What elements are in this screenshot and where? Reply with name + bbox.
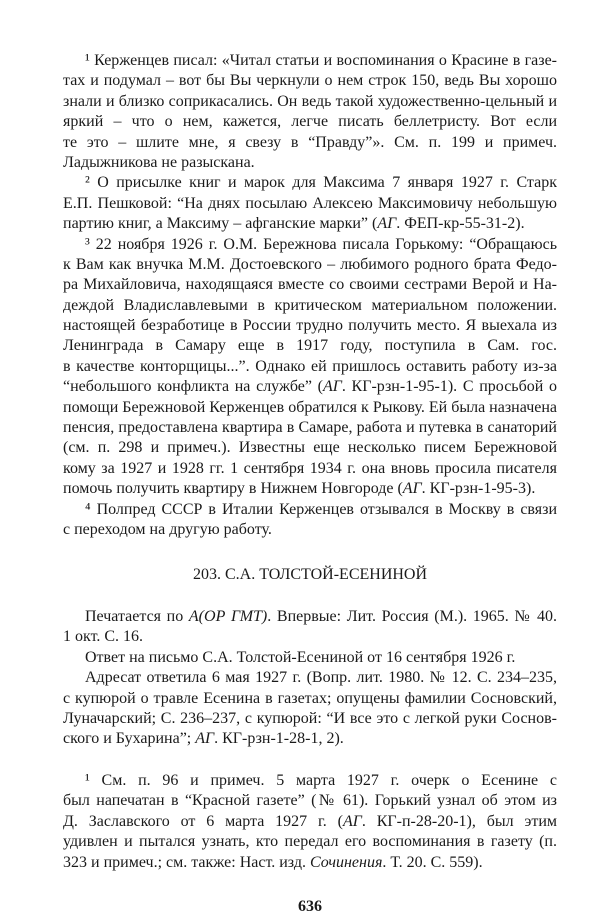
text-segment: знали и близко соприкасались. Он ведь такой художественно-цельный и <box>63 92 557 110</box>
text-segment: кому за 1927 и 1928 гг. 1 сентября 1934 г. она вновь просила писателя <box>63 459 557 477</box>
text-line <box>63 709 557 729</box>
text-segment: настоящей безработице в России трудно получить место. Я выехала из <box>63 317 557 335</box>
text-line <box>63 71 557 91</box>
text-segment: (см. п. 298 и примеч.). Известны еще несколько писем Бережновой <box>63 439 557 457</box>
notes-section <box>63 51 557 540</box>
text-line <box>63 689 557 709</box>
text-segment: Ответ на письмо С.А. Толстой-Есениной от 16 сентября 1926 г. <box>85 648 516 666</box>
text-line <box>63 214 557 234</box>
text-segment: Адресат ответила 6 мая 1927 г. (Вопр. лит. 1980. № 12. С. 234–235, <box>85 669 557 687</box>
text-line <box>63 275 557 295</box>
text-segment: партию книг, а Максиму – афганские марки” ( <box>63 215 378 233</box>
text-line <box>63 296 557 316</box>
text-line <box>63 791 557 811</box>
text-segment: . Впервые: Лит. Россия (М.). 1965. № 40. <box>267 608 557 625</box>
italic-text: АГ <box>377 215 397 233</box>
text-segment: был напечатан в “Красной газете” (№ 61). Горький узнал об этом из <box>63 792 557 810</box>
text-line <box>63 255 557 275</box>
text-segment: Е.П. Пешковой: “На днях посылаю Алексею Максимовичу небольшую <box>63 194 557 212</box>
text-line <box>63 153 557 173</box>
text-line <box>63 607 557 627</box>
text-line <box>63 235 557 255</box>
text-segment: Ленинграда в Самару еще в 1917 году, поступила в Сам. гос. <box>63 337 557 355</box>
paragraph <box>63 771 557 873</box>
text-segment: ³ 22 ноября 1926 г. О.М. Бережнова писала Горькому: “Обращаюсь <box>85 235 557 253</box>
text-line <box>63 92 557 112</box>
text-line <box>63 648 557 668</box>
text-line <box>63 173 557 193</box>
paragraph <box>63 500 557 541</box>
text-line <box>63 398 557 418</box>
text-segment: Печатается по <box>85 608 189 625</box>
text-segment: к Вам как внучка М.М. Достоевского – любимого родного брата Федо- <box>63 255 557 273</box>
text-line <box>63 771 557 791</box>
footnotes-section <box>63 771 557 873</box>
text-line <box>63 377 557 397</box>
paragraph <box>63 51 557 173</box>
text-segment: тах и подумал – вот бы Вы черкнули о нем строк 150, ведь Вы хорошо <box>63 72 557 90</box>
text-segment: пенсия, предоставлена квартира в Самаре, работа и путевка в санаторий <box>63 419 557 437</box>
text-line <box>63 357 557 377</box>
commentary-section <box>63 607 557 750</box>
text-segment: . КГ-рзн-1-28-1, 2). <box>214 730 344 748</box>
text-line <box>63 668 557 688</box>
text-line <box>63 316 557 336</box>
paragraph <box>63 173 557 234</box>
text-segment: деждой Владиславлевыми в критическом материальном положении. <box>63 296 557 314</box>
text-segment: 1 окт. С. 16. <box>63 628 144 646</box>
text-line <box>63 133 557 153</box>
text-segment: Д. Заславского от 6 марта 1927 г. ( <box>63 812 343 830</box>
text-segment: ² О присылке книг и марок для Максима 7 января 1927 г. Старк <box>85 174 557 192</box>
text-segment: Ладыжникова не разыскана. <box>63 153 255 171</box>
text-segment: Луначарский; С. 236–237, с купюрой: “И все это с легкой руки Соснов- <box>63 709 557 727</box>
italic-text: АГ <box>322 378 342 396</box>
italic-text: А(ОР ГМТ) <box>188 608 268 625</box>
text-line <box>63 627 557 647</box>
text-line <box>63 520 557 540</box>
page-number: 636 <box>298 898 322 915</box>
text-segment: ¹ См. п. 96 и примеч. 5 марта 1927 г. очерк о Есенине с <box>85 772 557 789</box>
text-segment: . КГ-рзн-1-95-3). <box>421 480 536 498</box>
text-segment: яркий – что о нем, кажется, легче писать беллетристу. Вот если <box>63 113 557 131</box>
text-segment: с переходом на другую работу. <box>63 520 272 538</box>
italic-text: Сочинения <box>309 853 383 871</box>
text-segment: помощи Бережновой Керженцев обратился к Рыкову. Ей была назначена <box>63 398 557 416</box>
text-line <box>63 853 557 873</box>
letter-heading: 203. С.А. ТОЛСТОЙ-ЕСЕНИНОЙ <box>192 566 428 583</box>
text-segment: “небольшого конфликта на службе” ( <box>63 378 323 396</box>
text-line <box>63 418 557 438</box>
text-line <box>63 729 557 749</box>
italic-text: АГ <box>402 480 422 498</box>
text-segment: ра Михайловича, находящаяся вместе со своими сестрами Верой и На- <box>63 276 557 294</box>
paragraph <box>63 235 557 500</box>
paragraph <box>63 607 557 648</box>
text-segment: те это – шлите мне, я свезу в “Правду”». См. п. 199 и примеч. <box>63 133 557 151</box>
text-line <box>63 500 557 520</box>
text-segment: . КГ-п-28-20-1), был этим <box>361 812 557 830</box>
text-line <box>63 112 557 132</box>
text-segment: . ФЕП-кр-55-31-2). <box>396 215 525 233</box>
text-line <box>63 832 557 852</box>
italic-text: АГ <box>343 812 362 830</box>
text-segment: удивлен и пытался узнать, кто передал его воспоминания в газету (п. <box>63 833 557 851</box>
paragraph <box>63 648 557 668</box>
text-segment: помочь получить квартиру в Нижнем Новгороде ( <box>63 480 403 498</box>
text-line <box>63 336 557 356</box>
italic-text: АГ <box>195 730 215 748</box>
paragraph <box>63 668 557 750</box>
text-segment: в качестве конторщицы...”. Однако ей пришлось оставить работу из-за <box>63 357 557 375</box>
text-line <box>63 194 557 214</box>
text-line <box>63 479 557 499</box>
text-line <box>63 459 557 479</box>
text-segment: ⁴ Полпред СССР в Италии Керженцев отзывался в Москву в связи <box>85 500 557 518</box>
text-segment: ского и Бухарина”; <box>63 730 196 748</box>
text-line <box>63 51 557 71</box>
text-line <box>63 438 557 458</box>
text-segment: . КГ-рзн-1-95-1). С просьбой о <box>341 378 557 396</box>
text-segment: ¹ Керженцев писал: «Читал статьи и воспоминания о Красине в газе- <box>85 52 557 69</box>
text-line <box>63 812 557 832</box>
text-segment: 323 и примеч.; см. также: Наст. изд. <box>63 853 310 871</box>
text-segment: с купюрой о травле Есенина в газетах; опущены фамилии Сосновский, <box>63 689 557 707</box>
text-segment: . Т. 20. С. 559). <box>382 853 483 871</box>
